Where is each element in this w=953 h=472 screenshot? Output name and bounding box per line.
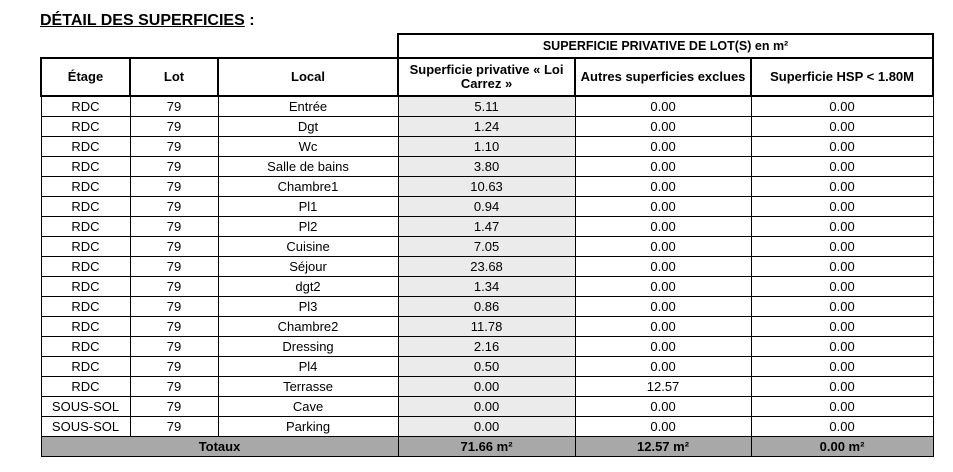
table-row	[41, 157, 933, 177]
cell-hsp: 0.00	[751, 257, 933, 277]
cell-etage: RDC	[41, 197, 130, 217]
cell-local: Entrée	[218, 96, 398, 117]
cell-carrez: 1.10	[398, 137, 575, 157]
cell-etage: SOUS-SOL	[41, 417, 130, 437]
cell-local: Cuisine	[218, 237, 398, 257]
cell-local: Dgt	[218, 117, 398, 137]
cell-carrez: 0.86	[398, 297, 575, 317]
cell-local: Terrasse	[218, 377, 398, 397]
column-header-local: Local	[218, 58, 398, 96]
cell-autres: 0.00	[575, 157, 751, 177]
cell-carrez: 10.63	[398, 177, 575, 197]
cell-local: Chambre1	[218, 177, 398, 197]
cell-etage: RDC	[41, 96, 130, 117]
cell-autres: 0.00	[575, 397, 751, 417]
cell-lot: 79	[130, 197, 218, 217]
cell-local: Dressing	[218, 337, 398, 357]
table-row	[41, 137, 933, 157]
totals-row	[41, 437, 933, 457]
cell-lot: 79	[130, 217, 218, 237]
cell-hsp: 0.00	[751, 117, 933, 137]
cell-lot: 79	[130, 157, 218, 177]
cell-lot: 79	[130, 357, 218, 377]
table-row	[41, 217, 933, 237]
cell-hsp: 0.00	[751, 277, 933, 297]
cell-lot: 79	[130, 417, 218, 437]
cell-autres: 0.00	[575, 277, 751, 297]
cell-lot: 79	[130, 117, 218, 137]
cell-local: Pl2	[218, 217, 398, 237]
cell-lot: 79	[130, 377, 218, 397]
table-row	[41, 377, 933, 397]
cell-hsp: 0.00	[751, 157, 933, 177]
cell-lot: 79	[130, 317, 218, 337]
cell-etage: RDC	[41, 357, 130, 377]
cell-autres: 12.57	[575, 377, 751, 397]
cell-lot: 79	[130, 237, 218, 257]
cell-autres: 0.00	[575, 417, 751, 437]
cell-etage: RDC	[41, 337, 130, 357]
cell-carrez: 11.78	[398, 317, 575, 337]
table-row	[41, 96, 933, 117]
cell-hsp: 0.00	[751, 377, 933, 397]
cell-lot: 79	[130, 177, 218, 197]
surfaces-table	[40, 33, 934, 457]
cell-lot: 79	[130, 297, 218, 317]
cell-etage: RDC	[41, 257, 130, 277]
cell-carrez: 5.11	[398, 96, 575, 117]
column-header-autres: Autres superficies exclues	[575, 58, 751, 96]
group-header: SUPERFICIE PRIVATIVE DE LOT(S) en m²	[398, 34, 933, 58]
cell-carrez: 0.00	[398, 377, 575, 397]
cell-etage: RDC	[41, 297, 130, 317]
header-spacer	[41, 34, 398, 58]
cell-local: Pl4	[218, 357, 398, 377]
cell-autres: 0.00	[575, 297, 751, 317]
cell-carrez: 0.00	[398, 417, 575, 437]
cell-carrez: 23.68	[398, 257, 575, 277]
cell-hsp: 0.00	[751, 177, 933, 197]
cell-carrez: 2.16	[398, 337, 575, 357]
cell-etage: SOUS-SOL	[41, 397, 130, 417]
cell-hsp: 0.00	[751, 217, 933, 237]
cell-carrez: 3.80	[398, 157, 575, 177]
cell-local: Pl1	[218, 197, 398, 217]
cell-autres: 0.00	[575, 177, 751, 197]
cell-hsp: 0.00	[751, 417, 933, 437]
cell-carrez: 1.34	[398, 277, 575, 297]
cell-etage: RDC	[41, 137, 130, 157]
column-header-carrez: Superficie privative « Loi Carrez »	[398, 58, 575, 96]
cell-hsp: 0.00	[751, 96, 933, 117]
cell-autres: 0.00	[575, 337, 751, 357]
cell-autres: 0.00	[575, 237, 751, 257]
cell-etage: RDC	[41, 237, 130, 257]
table-row	[41, 397, 933, 417]
cell-etage: RDC	[41, 177, 130, 197]
cell-autres: 0.00	[575, 317, 751, 337]
cell-autres: 0.00	[575, 257, 751, 277]
cell-autres: 0.00	[575, 96, 751, 117]
cell-carrez: 0.50	[398, 357, 575, 377]
cell-carrez: 1.24	[398, 117, 575, 137]
cell-lot: 79	[130, 96, 218, 117]
cell-autres: 0.00	[575, 217, 751, 237]
cell-local: Chambre2	[218, 317, 398, 337]
cell-etage: RDC	[41, 217, 130, 237]
cell-hsp: 0.00	[751, 397, 933, 417]
table-body	[41, 96, 933, 437]
cell-local: Salle de bains	[218, 157, 398, 177]
table-row	[41, 297, 933, 317]
cell-autres: 0.00	[575, 137, 751, 157]
cell-autres: 0.00	[575, 117, 751, 137]
page-title: DÉTAIL DES SUPERFICIES :	[40, 12, 255, 29]
table-row	[41, 197, 933, 217]
cell-local: dgt2	[218, 277, 398, 297]
cell-lot: 79	[130, 137, 218, 157]
cell-lot: 79	[130, 277, 218, 297]
cell-etage: RDC	[41, 377, 130, 397]
cell-carrez: 7.05	[398, 237, 575, 257]
table-row	[41, 117, 933, 137]
table-row	[41, 337, 933, 357]
cell-carrez: 1.47	[398, 217, 575, 237]
cell-autres: 0.00	[575, 197, 751, 217]
cell-lot: 79	[130, 337, 218, 357]
table-row	[41, 177, 933, 197]
cell-lot: 79	[130, 397, 218, 417]
cell-hsp: 0.00	[751, 317, 933, 337]
column-header-etage: Étage	[41, 58, 130, 96]
cell-local: Parking	[218, 417, 398, 437]
cell-hsp: 0.00	[751, 197, 933, 217]
cell-etage: RDC	[41, 157, 130, 177]
table-row	[41, 257, 933, 277]
table-row	[41, 237, 933, 257]
cell-hsp: 0.00	[751, 237, 933, 257]
table-row	[41, 277, 933, 297]
column-header-lot: Lot	[130, 58, 218, 96]
total-autres: 12.57 m²	[575, 437, 751, 457]
cell-carrez: 0.94	[398, 197, 575, 217]
cell-etage: RDC	[41, 277, 130, 297]
cell-local: Cave	[218, 397, 398, 417]
cell-local: Séjour	[218, 257, 398, 277]
total-hsp: 0.00 m²	[751, 437, 933, 457]
total-carrez: 71.66 m²	[398, 437, 575, 457]
cell-lot: 79	[130, 257, 218, 277]
cell-hsp: 0.00	[751, 137, 933, 157]
cell-hsp: 0.00	[751, 337, 933, 357]
table-row	[41, 357, 933, 377]
cell-etage: RDC	[41, 117, 130, 137]
column-header-hsp: Superficie HSP < 1.80M	[751, 58, 933, 96]
table-row	[41, 417, 933, 437]
cell-hsp: 0.00	[751, 357, 933, 377]
cell-local: Wc	[218, 137, 398, 157]
table-row	[41, 317, 933, 337]
cell-autres: 0.00	[575, 357, 751, 377]
totals-label: Totaux	[41, 437, 398, 457]
cell-carrez: 0.00	[398, 397, 575, 417]
cell-hsp: 0.00	[751, 297, 933, 317]
cell-etage: RDC	[41, 317, 130, 337]
cell-local: Pl3	[218, 297, 398, 317]
